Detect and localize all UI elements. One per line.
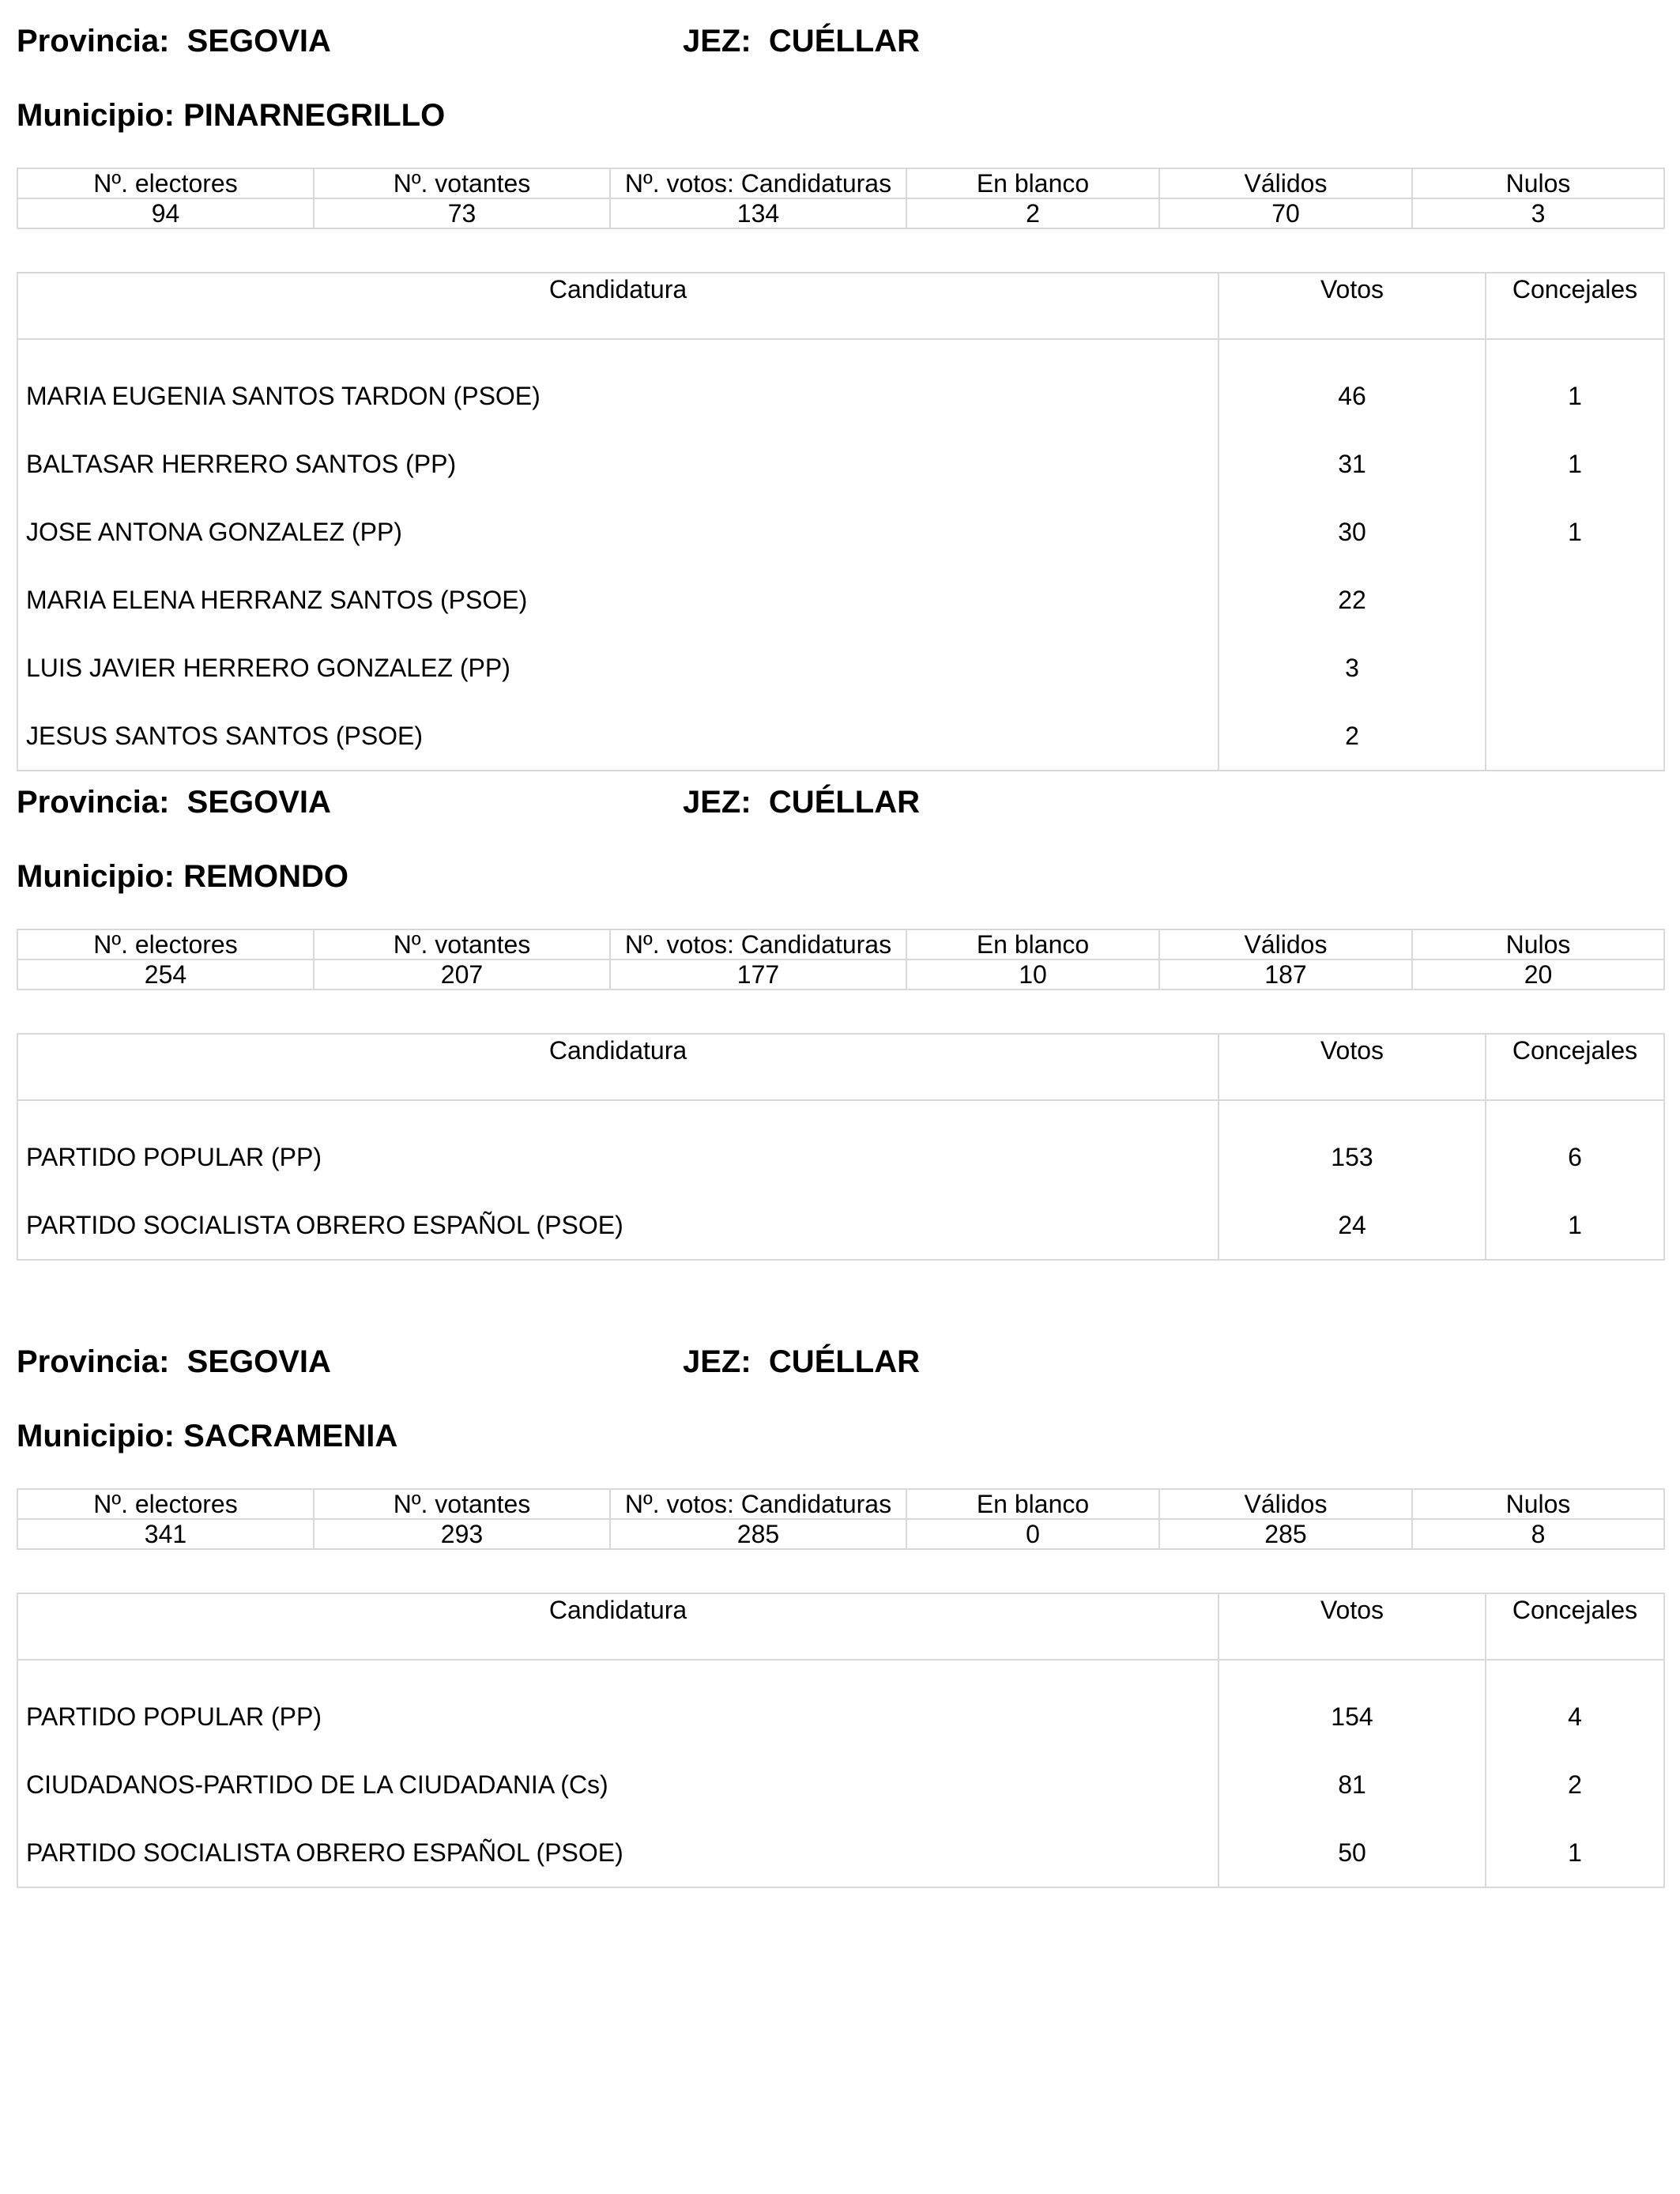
- municipio-label: Municipio:: [17, 98, 175, 133]
- candidate-name: JESUS SANTOS SANTOS (PSOE): [17, 702, 1219, 771]
- stats-table: [17, 168, 1665, 229]
- candidate-row: [17, 430, 1664, 498]
- stats-value-cell: 20: [1412, 959, 1664, 990]
- candidates-table: [17, 1033, 1665, 1261]
- stats-value-cell: 2: [906, 198, 1159, 228]
- candidate-row: [17, 702, 1664, 771]
- stats-value-cell: 285: [1159, 1519, 1412, 1549]
- candidate-concejales: 1: [1486, 430, 1664, 498]
- stats-value-cell: 70: [1159, 198, 1412, 228]
- provincia-label: Provincia:: [17, 24, 170, 58]
- jez-heading: [683, 1338, 920, 1385]
- stats-header-cell: Nº. electores: [17, 1489, 314, 1519]
- stats-value-row: [17, 198, 1664, 228]
- jez-value: CUÉLLAR: [768, 1344, 921, 1379]
- candidate-votos: 3: [1219, 634, 1486, 702]
- candidate-row: [17, 498, 1664, 566]
- stats-value-cell: 341: [17, 1519, 314, 1549]
- stats-header-cell: Válidos: [1159, 1489, 1412, 1519]
- stats-header-cell: Nulos: [1412, 929, 1664, 959]
- stats-value-cell: 207: [314, 959, 610, 990]
- candidate-votos: 2: [1219, 702, 1486, 771]
- candidate-votos: 24: [1219, 1191, 1486, 1260]
- provincia-label: Provincia:: [17, 785, 170, 820]
- candidate-name: PARTIDO POPULAR (PP): [17, 1660, 1219, 1751]
- stats-value-row: [17, 959, 1664, 990]
- candidate-votos: 81: [1219, 1751, 1486, 1819]
- stats-header-cell: Nº. votos: Candidaturas: [610, 168, 906, 198]
- provincia-value: SEGOVIA: [186, 24, 331, 58]
- stats-table: [17, 929, 1665, 990]
- stats-header-cell: Nulos: [1412, 1489, 1664, 1519]
- jez-value: CUÉLLAR: [768, 785, 921, 820]
- candidate-name: CIUDADANOS-PARTIDO DE LA CIUDADANIA (Cs): [17, 1751, 1219, 1819]
- candidates-header-cell: Votos: [1219, 1034, 1486, 1100]
- candidate-concejales: [1486, 566, 1664, 634]
- stats-header-cell: En blanco: [906, 168, 1159, 198]
- stats-header-cell: Nº. votantes: [314, 929, 610, 959]
- stats-value-row: [17, 1519, 1664, 1549]
- stats-header-cell: Nº. electores: [17, 929, 314, 959]
- stats-header-cell: Válidos: [1159, 168, 1412, 198]
- stats-value-cell: 187: [1159, 959, 1412, 990]
- candidates-header-cell: Concejales: [1486, 1034, 1664, 1100]
- candidate-row: [17, 1751, 1664, 1819]
- candidate-name: MARIA EUGENIA SANTOS TARDON (PSOE): [17, 339, 1219, 430]
- candidate-concejales: [1486, 702, 1664, 771]
- candidates-table: [17, 1593, 1665, 1888]
- municipio-value: PINARNEGRILLO: [183, 98, 446, 133]
- candidate-name: JOSE ANTONA GONZALEZ (PP): [17, 498, 1219, 566]
- candidates-table: [17, 272, 1665, 771]
- candidate-row: [17, 566, 1664, 634]
- stats-header-cell: Nº. votos: Candidaturas: [610, 1489, 906, 1519]
- stats-value-cell: 254: [17, 959, 314, 990]
- candidate-concejales: 1: [1486, 1819, 1664, 1887]
- municipio-heading: [17, 853, 348, 900]
- jez-heading: [683, 778, 920, 826]
- candidate-concejales: 4: [1486, 1660, 1664, 1751]
- candidate-concejales: 6: [1486, 1100, 1664, 1191]
- candidates-header-cell: Candidatura: [17, 1593, 1219, 1660]
- provincia-heading: [17, 1338, 331, 1385]
- candidates-header-row: [17, 273, 1664, 339]
- provincia-label: Provincia:: [17, 1344, 170, 1379]
- candidate-row: [17, 634, 1664, 702]
- candidate-name: MARIA ELENA HERRANZ SANTOS (PSOE): [17, 566, 1219, 634]
- candidate-votos: 22: [1219, 566, 1486, 634]
- candidate-name: PARTIDO SOCIALISTA OBRERO ESPAÑOL (PSOE): [17, 1191, 1219, 1260]
- stats-value-cell: 73: [314, 198, 610, 228]
- municipio-value: REMONDO: [183, 859, 348, 894]
- stats-header-cell: Nº. votos: Candidaturas: [610, 929, 906, 959]
- candidate-votos: 154: [1219, 1660, 1486, 1751]
- jez-heading: [683, 17, 920, 65]
- stats-table: [17, 1488, 1665, 1550]
- stats-header-row: [17, 168, 1664, 198]
- candidate-row: [17, 1660, 1664, 1751]
- stats-header-cell: Nulos: [1412, 168, 1664, 198]
- stats-header-cell: Nº. votantes: [314, 168, 610, 198]
- candidate-concejales: 2: [1486, 1751, 1664, 1819]
- candidate-name: LUIS JAVIER HERRERO GONZALEZ (PP): [17, 634, 1219, 702]
- candidate-votos: 153: [1219, 1100, 1486, 1191]
- stats-header-cell: Nº. electores: [17, 168, 314, 198]
- stats-value-cell: 94: [17, 198, 314, 228]
- candidates-header-cell: Concejales: [1486, 273, 1664, 339]
- stats-value-cell: 8: [1412, 1519, 1664, 1549]
- provincia-heading: [17, 778, 331, 826]
- municipio-label: Municipio:: [17, 859, 175, 894]
- jez-value: CUÉLLAR: [768, 24, 921, 58]
- jez-label: JEZ:: [683, 785, 751, 820]
- stats-value-cell: 10: [906, 959, 1159, 990]
- municipio-heading: [17, 92, 445, 139]
- candidate-row: [17, 1819, 1664, 1887]
- candidate-concejales: 1: [1486, 498, 1664, 566]
- candidate-concejales: [1486, 634, 1664, 702]
- stats-header-cell: En blanco: [906, 1489, 1159, 1519]
- candidates-header-cell: Candidatura: [17, 273, 1219, 339]
- stats-header-cell: Válidos: [1159, 929, 1412, 959]
- candidate-name: PARTIDO SOCIALISTA OBRERO ESPAÑOL (PSOE): [17, 1819, 1219, 1887]
- stats-value-cell: 285: [610, 1519, 906, 1549]
- provincia-value: SEGOVIA: [186, 785, 331, 820]
- stats-value-cell: 0: [906, 1519, 1159, 1549]
- candidates-header-row: [17, 1593, 1664, 1660]
- provincia-value: SEGOVIA: [186, 1344, 331, 1379]
- candidates-header-row: [17, 1034, 1664, 1100]
- stats-header-cell: En blanco: [906, 929, 1159, 959]
- candidate-concejales: 1: [1486, 339, 1664, 430]
- stats-header-row: [17, 1489, 1664, 1519]
- candidate-concejales: 1: [1486, 1191, 1664, 1260]
- stats-header-row: [17, 929, 1664, 959]
- stats-value-cell: 3: [1412, 198, 1664, 228]
- jez-label: JEZ:: [683, 24, 751, 58]
- candidate-row: [17, 1100, 1664, 1191]
- candidate-name: PARTIDO POPULAR (PP): [17, 1100, 1219, 1191]
- candidate-row: [17, 339, 1664, 430]
- candidate-votos: 50: [1219, 1819, 1486, 1887]
- candidate-votos: 31: [1219, 430, 1486, 498]
- stats-header-cell: Nº. votantes: [314, 1489, 610, 1519]
- candidate-row: [17, 1191, 1664, 1260]
- candidates-header-cell: Concejales: [1486, 1593, 1664, 1660]
- provincia-heading: [17, 17, 331, 65]
- municipio-value: SACRAMENIA: [183, 1419, 398, 1453]
- municipio-label: Municipio:: [17, 1419, 175, 1453]
- stats-value-cell: 293: [314, 1519, 610, 1549]
- candidate-votos: 30: [1219, 498, 1486, 566]
- municipio-heading: [17, 1412, 397, 1460]
- candidates-header-cell: Candidatura: [17, 1034, 1219, 1100]
- jez-label: JEZ:: [683, 1344, 751, 1379]
- stats-value-cell: 177: [610, 959, 906, 990]
- candidate-votos: 46: [1219, 339, 1486, 430]
- candidate-name: BALTASAR HERRERO SANTOS (PP): [17, 430, 1219, 498]
- stats-value-cell: 134: [610, 198, 906, 228]
- candidates-header-cell: Votos: [1219, 1593, 1486, 1660]
- candidates-header-cell: Votos: [1219, 273, 1486, 339]
